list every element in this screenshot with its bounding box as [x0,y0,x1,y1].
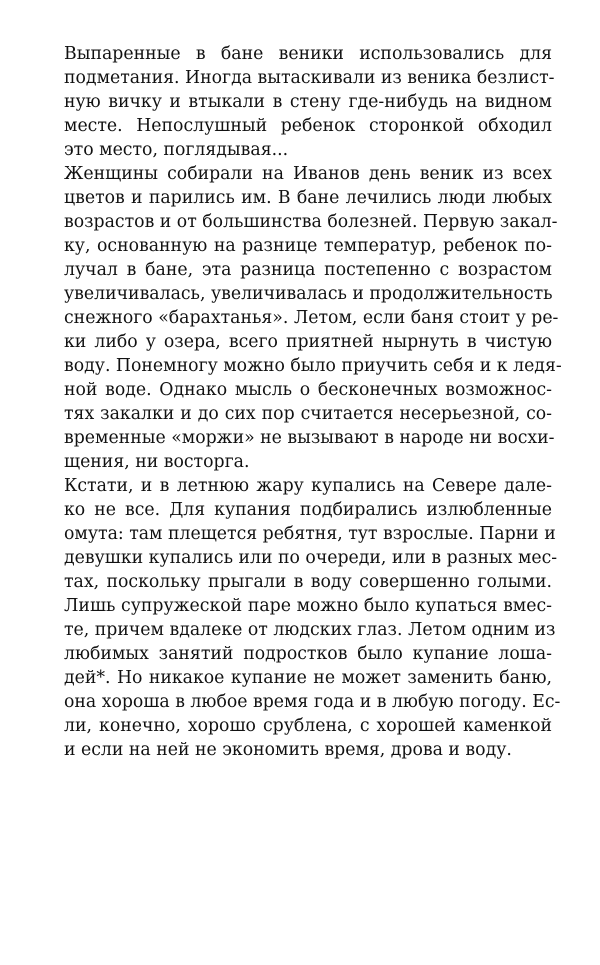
text-line: месте. Непослушный ребенок сторонкой обходил [64,116,552,136]
text-line: тах, поскольку прыгали в воду совершенно голыми. [64,572,552,592]
text-line: снежного «барахтанья». Летом, если баня стоит у ре- [64,308,559,328]
text-line: те, причем вдалеке от людских глаз. Летом одним из [64,620,556,640]
text-line: лучал в бане, эта разница постепенно с возрастом [64,260,552,280]
text-line: ко не все. Для купания подбирались излюбленные [64,500,552,520]
text-line: щения, ни восторга. [64,452,250,472]
text-line: ной воде. Однако мысль о бесконечных возможнос- [64,380,552,400]
text-line: подметания. Иногда вытаскивали из веника безлист- [64,68,555,88]
text-line: цветов и парились им. В бане лечились люди любых [64,188,552,208]
text-line: тях закалки и до сих пор считается несерьезной, со- [64,404,552,424]
text-line: и если на ней не экономить время, дрова и воду. [64,740,512,760]
text-line: ную вичку и втыкали в стену где-нибудь на видном [64,92,552,112]
text-line: Лишь супружеской паре можно было купаться вмес- [64,596,552,616]
text-line: она хороша в любое время года и в любую погоду. Ес- [64,692,561,712]
text-line: ку, основанную на разнице температур, ребенок по- [64,236,552,256]
text-line: ли, конечно, хорошо срублена, с хорошей каменкой [64,716,552,736]
text-line: временные «моржи» не вызывают в народе ни восхи- [64,428,555,448]
text-line: дей*. Но никакое купание не может заменить баню, [64,668,552,688]
text-line: ки либо у озера, всего приятней нырнуть в чистую [64,332,552,352]
text-line: возрастов и от большинства болезней. Первую закал- [64,212,558,232]
text-line: омута: там плещется ребятня, тут взрослые. Парни и [64,524,556,544]
text-line: увеличивалась, увеличивалась и продолжительность [64,284,553,304]
text-line: это место, поглядывая... [64,140,289,160]
text-line: любимых занятий подростков было купание лоша- [64,644,552,664]
text-line: воду. Понемногу можно было приучить себя и к ледя- [64,356,562,376]
text-line: Женщины собирали на Иванов день веник из всех [64,164,552,184]
text-line: Выпаренные в бане веники использовались для [64,44,552,64]
text-line: Кстати, и в летнюю жару купались на Севере дале- [64,476,552,496]
text-line: девушки купались или по очереди, или в разных мес- [64,548,558,568]
